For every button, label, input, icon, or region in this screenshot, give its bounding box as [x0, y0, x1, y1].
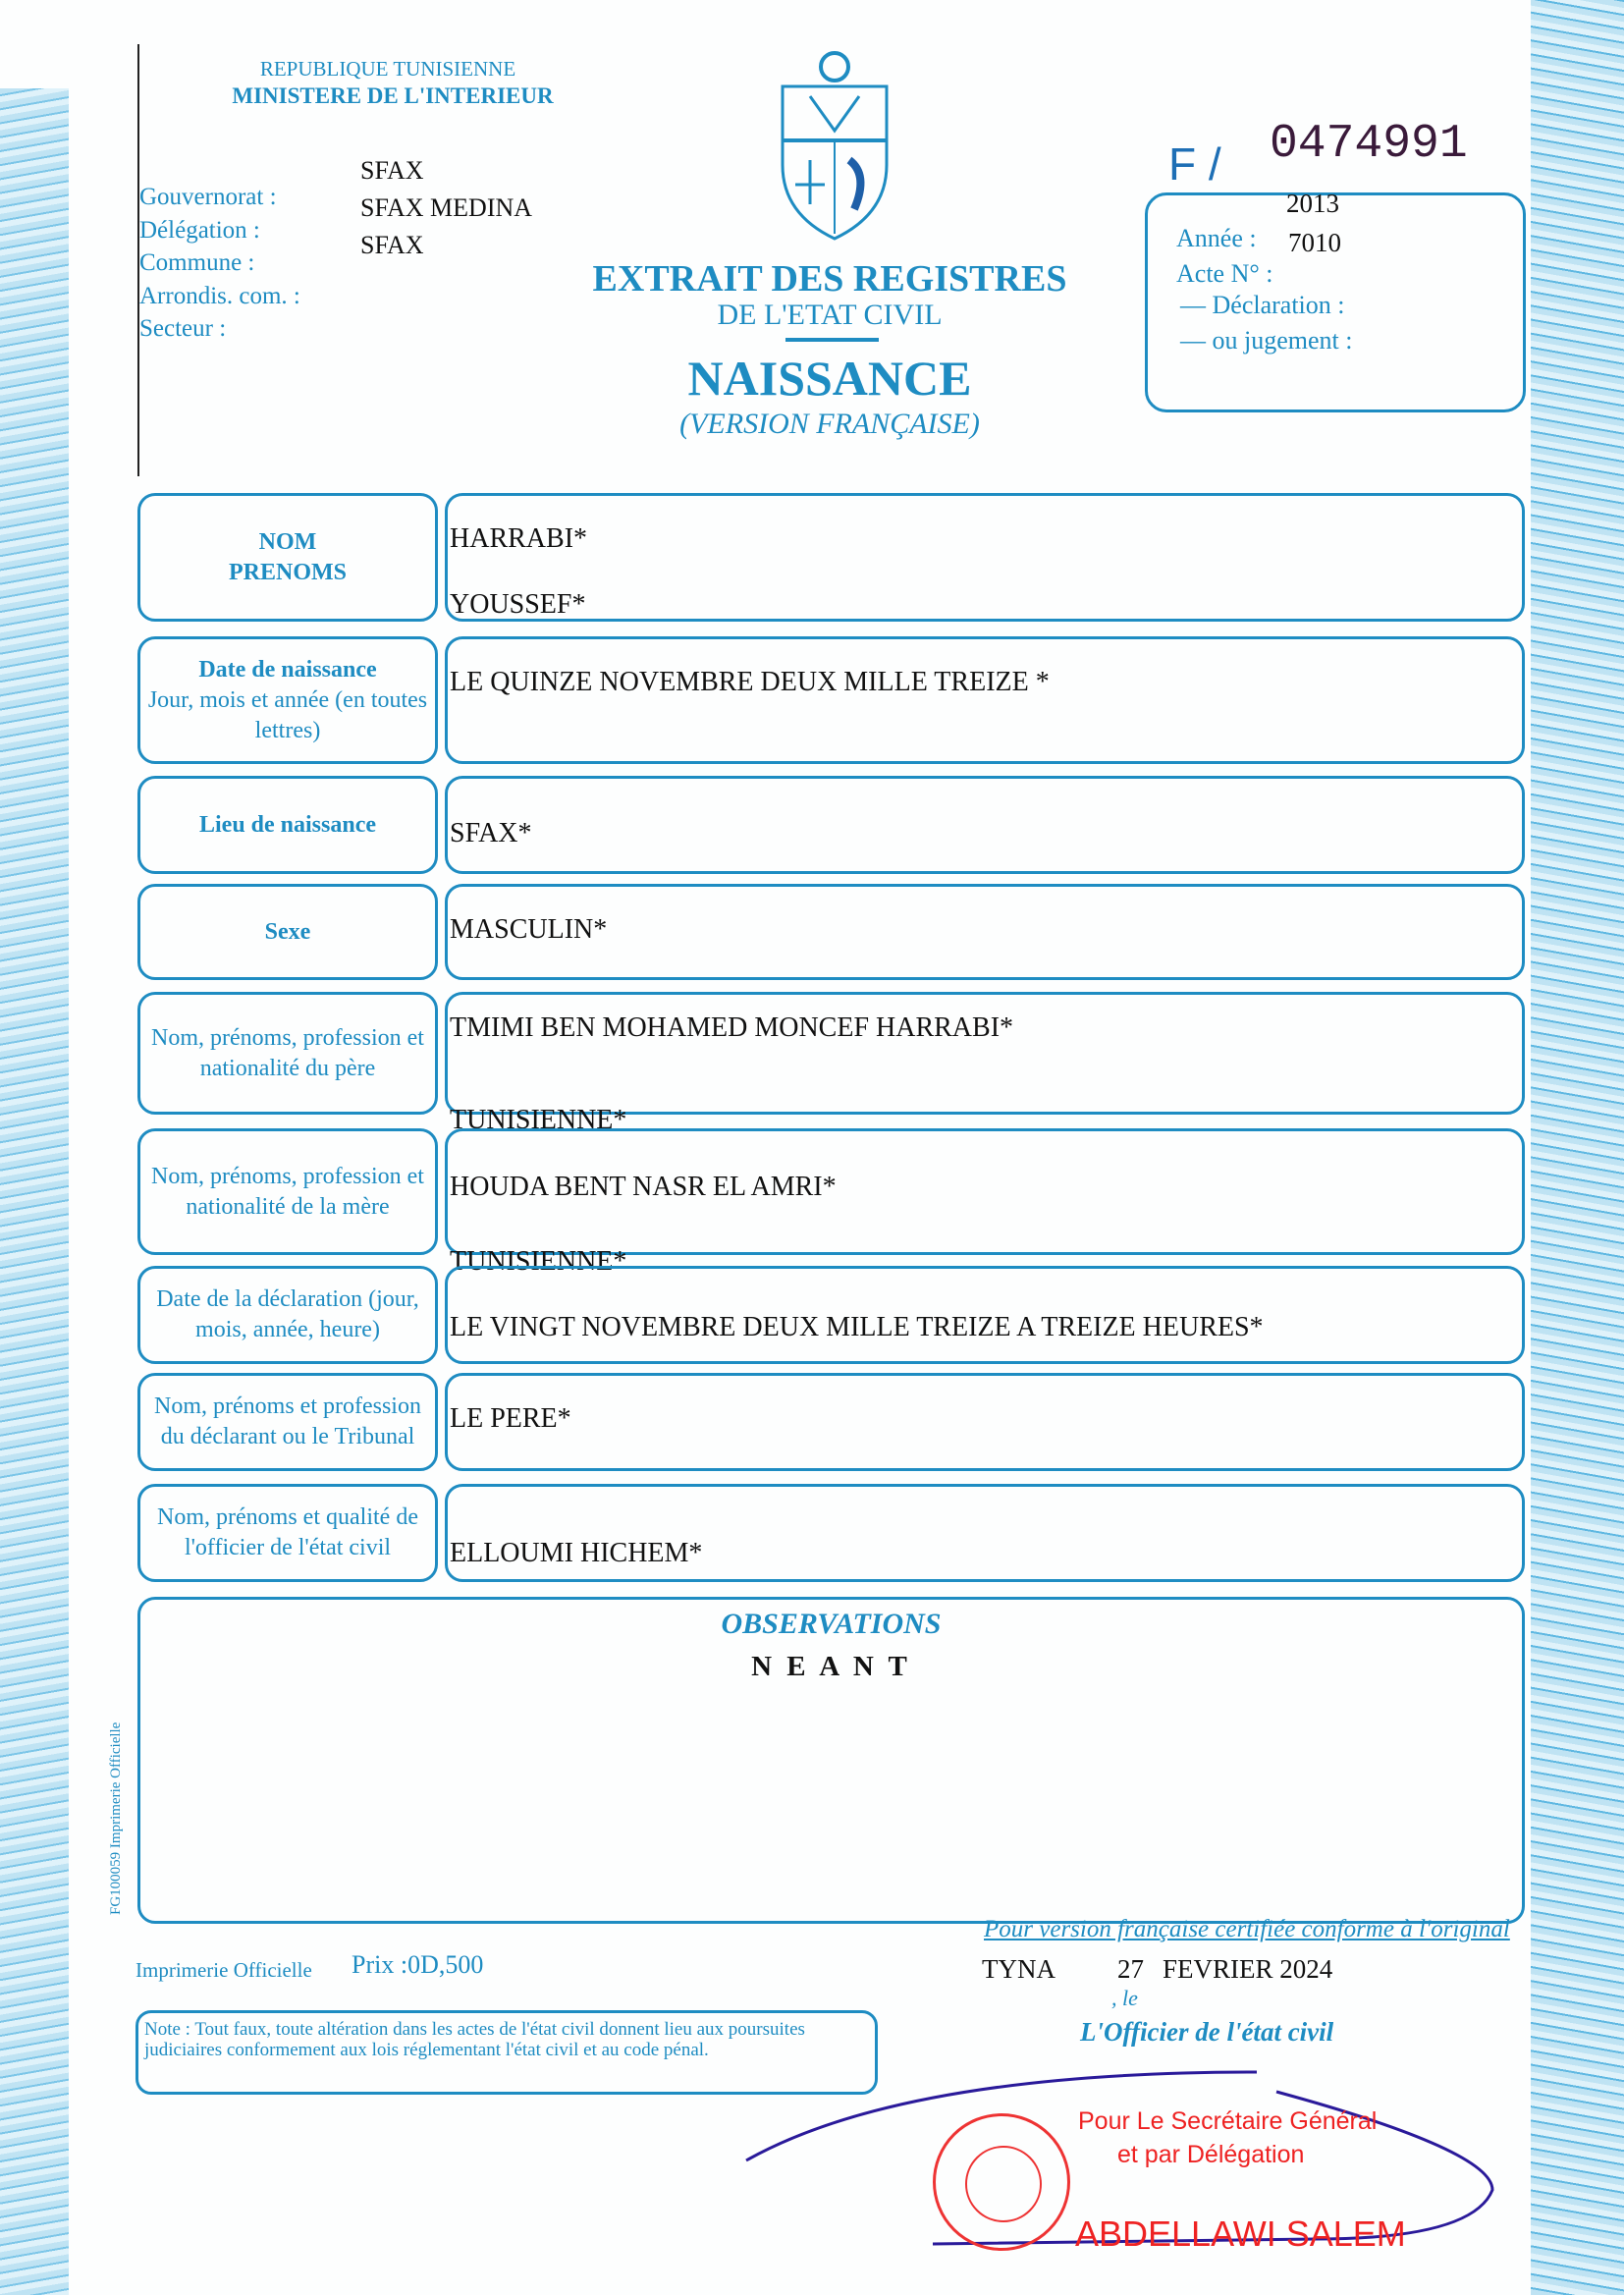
commune-label: Commune : — [139, 249, 255, 276]
signatory-name: ABDELLAWI SALEM — [1075, 2213, 1406, 2254]
location-labels — [139, 181, 300, 346]
location-values — [360, 152, 532, 264]
officier-label: Nom, prénoms et qualité de l'officier de l'état civil — [157, 1504, 418, 1560]
version-label: (VERSION FRANÇAISE) — [679, 408, 980, 440]
signature-line1: Pour Le Secrétaire Général — [1078, 2107, 1378, 2135]
officer-title: L'Officier de l'état civil — [1080, 2017, 1334, 2047]
acte-label: Acte N° : — [1176, 259, 1273, 288]
place-value: TYNA — [982, 1954, 1056, 1984]
pere-name-value: TMIMI BEN MOHAMED MONCEF HARRABI* — [450, 1012, 1014, 1043]
serial-number: 0474991 — [1270, 118, 1468, 171]
coat-of-arms-icon — [771, 47, 898, 244]
acte-year: 2013 — [1286, 189, 1339, 218]
gouvernorat-value: SFAX — [360, 156, 424, 185]
secteur-label: Secteur : — [139, 315, 227, 342]
date-naissance-value: LE QUINZE NOVEMBRE DEUX MILLE TREIZE * — [450, 667, 1050, 697]
value-lieu-naissance — [445, 776, 1525, 874]
nom-value: HARRABI* — [450, 523, 588, 554]
price-label: Prix :0D,500 — [352, 1950, 484, 1979]
value-mere — [445, 1128, 1525, 1277]
value-officier — [445, 1484, 1525, 1582]
label-date-naissance — [137, 636, 438, 764]
date-naissance-label: Date de naissance — [198, 656, 377, 683]
pere-label: Nom, prénoms, profession et nationalité du père — [151, 1024, 424, 1081]
jugement-label: — ou jugement : — [1180, 326, 1353, 355]
day-value: 27 — [1117, 1954, 1144, 1984]
declarant-label: Nom, prénoms et profession du déclarant ou le Tribunal — [154, 1393, 421, 1449]
lieu-label: Lieu de naissance — [198, 811, 377, 838]
sexe-value: MASCULIN* — [450, 914, 608, 945]
delegation-label: Délégation : — [139, 216, 260, 244]
declaration-label: — Déclaration : — [1180, 291, 1345, 319]
label-date-declaration — [137, 1266, 438, 1364]
official-stamp-icon — [933, 2113, 1070, 2251]
arrondissement-label: Arrondis. com. : — [139, 282, 300, 309]
security-border-right — [1531, 0, 1624, 2295]
note-text: Note : Tout faux, toute altération dans les actes de l'état civil donnent lieu aux poursuites judiciaires conformement aux lois réglementant l'état civil et au code pénal. — [144, 2019, 805, 2060]
annee-value: 7010 — [1288, 228, 1341, 257]
annee-label: Année : — [1176, 224, 1257, 252]
officier-value: ELLOUMI HICHEM* — [450, 1538, 703, 1568]
printer-label: Imprimerie Officielle — [135, 1958, 312, 1982]
date-naissance-sublabel: Jour, mois et année (en toutes lettres) — [147, 686, 428, 743]
date-declaration-label: Date de la déclaration (jour, mois, année, heure) — [156, 1286, 419, 1342]
prenoms-label: PRENOMS — [229, 559, 347, 585]
title-divider — [785, 338, 879, 342]
pere-nationality-value: TUNISIENNE* — [450, 1105, 627, 1135]
print-code: FG100059 Imprimerie Officielle — [108, 1721, 124, 1915]
label-officier — [137, 1484, 438, 1582]
document-subtitle: DE L'ETAT CIVIL — [717, 299, 943, 331]
mere-name-value: HOUDA BENT NASR EL AMRI* — [450, 1172, 837, 1202]
value-sexe — [445, 884, 1525, 980]
value-declarant — [445, 1373, 1525, 1471]
label-declarant — [137, 1373, 438, 1471]
delegation-value: SFAX MEDINA — [360, 193, 533, 222]
month-year-value: FEVRIER 2024 — [1163, 1954, 1333, 1984]
le-label: , le — [1111, 1986, 1138, 2010]
observations-title: OBSERVATIONS — [721, 1608, 942, 1640]
label-sexe — [137, 884, 438, 980]
mere-label: Nom, prénoms, profession et nationalité de la mère — [151, 1163, 424, 1220]
document-type: NAISSANCE — [687, 351, 972, 406]
observations-value: N E A N T — [751, 1651, 911, 1682]
security-border-left — [0, 88, 69, 2295]
certified-label: Pour version française certifiée conforme à l'original — [984, 1916, 1510, 1942]
republic-label: REPUBLIQUE TUNISIENNE — [259, 57, 516, 81]
prenoms-value: YOUSSEF* — [450, 589, 586, 620]
serial-prefix: F / — [1168, 138, 1221, 190]
document-title: EXTRAIT DES REGISTRES — [592, 258, 1067, 300]
value-pere — [445, 992, 1525, 1135]
observations-box — [137, 1597, 1525, 1924]
sexe-label: Sexe — [264, 918, 311, 945]
lieu-value: SFAX* — [450, 818, 532, 848]
value-date-declaration — [445, 1266, 1525, 1364]
label-lieu-naissance — [137, 776, 438, 874]
value-nom-prenoms — [445, 493, 1525, 622]
label-nom-prenoms — [137, 493, 438, 622]
label-pere — [137, 992, 438, 1115]
signature-line2: et par Délégation — [1117, 2141, 1305, 2168]
nom-label: NOM — [258, 528, 317, 555]
mere-nationality-value: TUNISIENNE* — [450, 1246, 627, 1277]
commune-value: SFAX — [360, 231, 424, 259]
ministry-label: MINISTERE DE L'INTERIEUR — [232, 83, 554, 108]
label-mere — [137, 1128, 438, 1255]
date-declaration-value: LE VINGT NOVEMBRE DEUX MILLE TREIZE A TREIZE HEURES* — [450, 1312, 1264, 1342]
declarant-value: LE PERE* — [450, 1403, 571, 1434]
gouvernorat-label: Gouvernorat : — [139, 184, 277, 210]
value-date-naissance — [445, 636, 1525, 764]
